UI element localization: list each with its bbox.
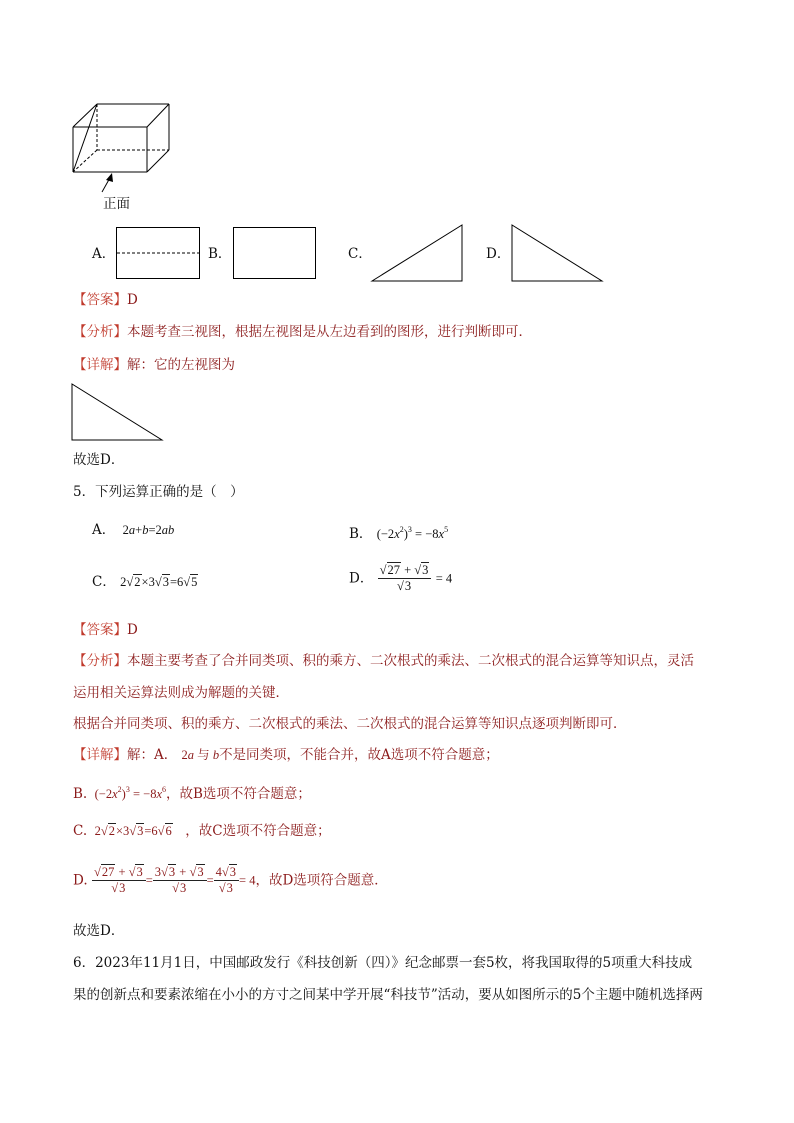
q5-detail-d: D. $\frac{√27 + √3}{√3}$ = $\frac{3√3 + √3}{√3}$ = $\frac{4√3}{√3}$ = 4，故D选项符合题意． — [73, 865, 388, 895]
q4-detail — [73, 355, 235, 375]
option-b-label: B． — [208, 246, 232, 262]
q4-conclusion: 故选D． — [73, 452, 125, 468]
option-d-label: D． — [486, 246, 511, 262]
analysis-tag: 【分析】 — [73, 324, 127, 340]
q5-option-b — [349, 520, 448, 544]
prism-figure — [0, 0, 794, 220]
detail-tag: 【详解】 — [73, 357, 127, 373]
q5-detail-b — [73, 780, 311, 804]
answer-value: D — [127, 622, 138, 638]
detail-c-formula: 2√2×3√3=6√6 — [91, 824, 172, 838]
q5-option-d-result: = 4 — [435, 571, 453, 586]
q5-option-d-label: D． — [349, 570, 374, 587]
detail-c-text: ，故C选项不符合题意； — [185, 823, 331, 839]
q6-stem-line-2: 果的创新点和要素浓缩在小小的方寸之间某中学开展“科技节”活动，要从如图所示的5个主题中随机选择两 — [73, 987, 703, 1003]
answer-tag: 【答案】 — [73, 622, 127, 638]
option-c-label: C． — [348, 246, 372, 262]
q5-analysis — [73, 651, 694, 671]
q5-option-a — [92, 520, 174, 540]
analysis-tag: 【分析】 — [73, 653, 127, 669]
option-a-rectangle-dashed — [116, 227, 202, 281]
detail-d-fraction-3: $\frac{4√3}{√3}$ — [214, 865, 239, 896]
q5-option-c-label: C． — [92, 574, 116, 590]
q5-option-b-label: B． — [349, 526, 373, 542]
q5-option-a-label: A． — [92, 522, 116, 538]
detail-a-text: 不是同类项，不能合并，故A选项不符合题意； — [219, 747, 499, 763]
option-d-triangle — [510, 223, 606, 285]
q5-answer — [73, 620, 138, 640]
detail-b-formula: $(-2x^2)^3 = -8x^6$ — [91, 785, 167, 801]
q5-option-d — [349, 563, 452, 594]
detail-a-formula: 2a 与 b — [181, 748, 220, 762]
option-b-rectangle — [233, 227, 319, 281]
q5-option-c — [92, 572, 198, 592]
q5-option-c-formula: 2√2×3√3=6√5 — [120, 575, 198, 589]
detail-d-text: ，故D选项符合题意． — [255, 872, 388, 889]
q5-option-a-formula: 2a+b=2ab — [119, 523, 175, 537]
q4-analysis — [73, 322, 532, 342]
q6-stem-line-1: 6．2023年11月1日，中国邮政发行《科技创新（四）》纪念邮票一套5枚，将我国取得的5项重大科技成 — [73, 955, 693, 971]
detail-d-label: D. — [73, 872, 88, 889]
q5-option-d-fraction: $\frac{√27 + √3}{√3}$ — [378, 563, 432, 594]
left-view-triangle — [70, 382, 168, 444]
q5-analysis-continued: 运用相关运算法则成为解题的关键． — [73, 685, 289, 701]
option-c-triangle — [370, 223, 466, 285]
detail-d-fraction-2: $\frac{3√3 + √3}{√3}$ — [153, 865, 207, 896]
front-view-label: 正面 — [103, 196, 130, 212]
detail-tag: 【详解】 — [73, 747, 127, 763]
detail-text: 解：它的左视图为 — [127, 357, 235, 373]
q4-answer — [73, 290, 138, 310]
arrow-icon — [106, 173, 113, 182]
q5-method: 根据合并同类项、积的乘方、二次根式的乘法、二次根式的混合运算等知识点逐项判断即可． — [73, 716, 627, 732]
detail-b-label: B. — [73, 786, 88, 802]
q5-conclusion: 故选D． — [73, 923, 125, 939]
detail-d-fraction-1: $\frac{√27 + √3}{√3}$ — [92, 865, 146, 896]
detail-a-prefix: 解：A． — [127, 747, 178, 763]
detail-c-label: C. — [73, 823, 88, 839]
analysis-text: 本题考查三视图，根据左视图是从左边看到的图形，进行判断即可． — [127, 324, 532, 340]
q5-option-b-formula: $(-2x^2)^3 = -8x^5$ — [376, 525, 449, 541]
answer-tag: 【答案】 — [73, 292, 127, 308]
q5-detail-a — [73, 745, 499, 765]
option-a-label: A． — [92, 246, 116, 262]
detail-b-text: ，故B选项不符合题意； — [166, 786, 311, 802]
q5-detail-c — [73, 821, 331, 841]
answer-value: D — [127, 292, 138, 308]
q5-stem: 5．下列运算正确的是（ ） — [73, 484, 244, 500]
analysis-text: 本题主要考查了合并同类项、积的乘方、二次根式的乘法、二次根式的混合运算等知识点，灵活 — [127, 653, 694, 669]
